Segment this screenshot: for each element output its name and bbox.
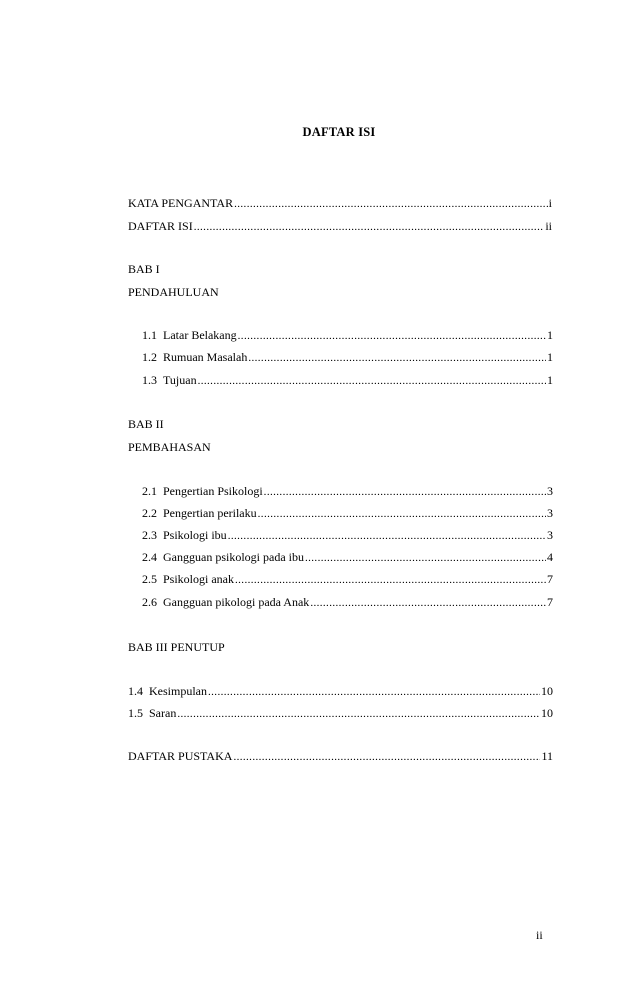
toc-entry-page: 10 <box>541 684 553 698</box>
toc-entry-label: DAFTAR ISI <box>128 219 193 233</box>
toc-entry-page: 7 <box>547 595 553 609</box>
toc-leader-dots <box>305 551 546 565</box>
toc-entry-label: Gangguan psikologi pada ibu <box>163 550 304 564</box>
toc-entry <box>142 484 553 498</box>
toc-entry <box>128 706 553 720</box>
chapter-label: BAB II <box>128 417 164 431</box>
chapter-label: BAB I <box>128 262 160 276</box>
toc-entry-page: 3 <box>547 506 553 520</box>
toc-entry-daftar-pustaka <box>128 749 553 763</box>
toc-entry <box>142 528 553 542</box>
chapter-title: PENDAHULUAN <box>128 285 219 299</box>
toc-leader-dots <box>198 374 546 388</box>
toc-entry-page: ii <box>545 219 552 233</box>
toc-leader-dots <box>177 707 540 721</box>
toc-entry-label: Gangguan pikologi pada Anak <box>163 595 310 609</box>
toc-leader-dots <box>234 197 548 211</box>
toc-entry-number: 1.3 <box>142 373 157 387</box>
toc-leader-dots <box>194 220 545 234</box>
toc-entry-number: 1.4 <box>128 684 143 698</box>
toc-entry-number: 2.6 <box>142 595 157 609</box>
toc-entry-label: Pengertian Psikologi <box>163 484 263 498</box>
toc-entry-kata-pengantar <box>128 196 552 210</box>
toc-entry-label: Psikologi anak <box>163 572 234 586</box>
chapter-title: PEMBAHASAN <box>128 440 211 454</box>
toc-leader-dots <box>235 573 546 587</box>
chapter-label: BAB III PENUTUP <box>128 640 225 654</box>
toc-entry <box>142 595 553 609</box>
toc-leader-dots <box>238 329 546 343</box>
toc-entry-number: 2.2 <box>142 506 157 520</box>
toc-entry-number: 2.1 <box>142 484 157 498</box>
toc-entry-page: 11 <box>541 749 553 763</box>
toc-entry <box>142 506 553 520</box>
toc-entry-page: i <box>548 196 552 210</box>
toc-entry-daftar-isi <box>128 219 552 233</box>
toc-entry-number: 2.3 <box>142 528 157 542</box>
toc-entry-label: Rumuan Masalah <box>163 350 248 364</box>
toc-entry <box>142 350 553 364</box>
toc-leader-dots <box>228 529 546 543</box>
page-number: ii <box>536 928 543 942</box>
toc-entry-label: Latar Belakang <box>163 328 237 342</box>
toc-entry-page: 4 <box>547 550 553 564</box>
toc-entry-number: 1.2 <box>142 350 157 364</box>
toc-leader-dots <box>248 351 546 365</box>
page-title: DAFTAR ISI <box>302 125 376 139</box>
toc-leader-dots <box>264 485 546 499</box>
toc-entry-page: 10 <box>541 706 553 720</box>
toc-entry-label: Pengertian perilaku <box>163 506 257 520</box>
toc-entry <box>142 328 553 342</box>
toc-entry-page: 1 <box>547 373 553 387</box>
toc-leader-dots <box>310 596 546 610</box>
toc-entry-label: DAFTAR PUSTAKA <box>128 749 233 763</box>
toc-entry <box>142 550 553 564</box>
toc-entry-page: 7 <box>547 572 553 586</box>
toc-entry-number: 2.4 <box>142 550 157 564</box>
toc-entry-label: Kesimpulan <box>149 684 207 698</box>
toc-entry-number: 1.1 <box>142 328 157 342</box>
toc-entry <box>128 684 553 698</box>
toc-leader-dots <box>233 750 540 764</box>
toc-leader-dots <box>258 507 546 521</box>
toc-entry-label: Psikologi ibu <box>163 528 227 542</box>
toc-entry-number: 2.5 <box>142 572 157 586</box>
toc-entry-page: 1 <box>547 328 553 342</box>
toc-entry <box>142 373 553 387</box>
toc-entry-page: 3 <box>547 528 553 542</box>
toc-entry-label: Saran <box>149 706 177 720</box>
toc-entry-label: KATA PENGANTAR <box>128 196 234 210</box>
toc-entry-number: 1.5 <box>128 706 143 720</box>
toc-leader-dots <box>208 685 540 699</box>
toc-entry-label: Tujuan <box>163 373 197 387</box>
toc-entry <box>142 572 553 586</box>
toc-entry-page: 1 <box>547 350 553 364</box>
toc-entry-page: 3 <box>547 484 553 498</box>
